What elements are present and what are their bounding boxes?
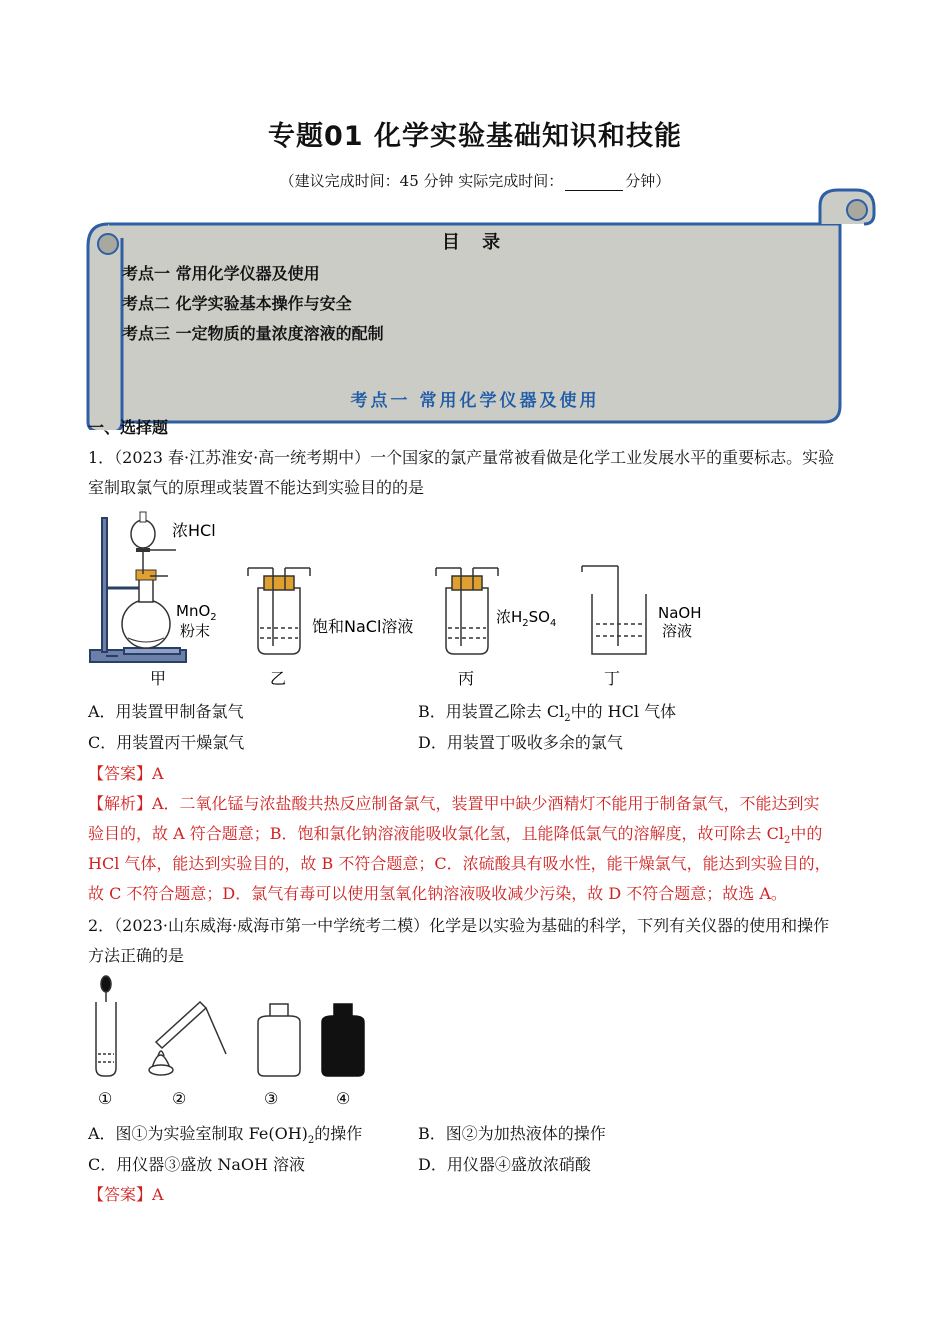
label-conc-hcl: 浓HCl — [172, 521, 216, 540]
q2-option-b[interactable]: B．图②为加热液体的操作 — [418, 1124, 606, 1143]
label-jia: 甲 — [150, 669, 167, 688]
subtitle-pre: （建议完成时间：45 分钟 实际完成时间： — [279, 172, 564, 190]
figure-4-bottle-dark — [322, 1004, 364, 1076]
q2-option-a-sub: 2 — [307, 1135, 315, 1147]
q2-option-a-pre: A．图①为实验室制取 Fe(OH) — [88, 1124, 308, 1143]
apparatus-bing — [436, 568, 498, 654]
q1-analysis-line-4: 故 C 不符合题意；D．氯气有毒可以使用氢氧化钠溶液吸收减少污染，故 D 不符合题意；故选 A。 — [88, 884, 787, 903]
toc-item-3[interactable]: 考点三 一定物质的量浓度溶液的配制 — [122, 324, 384, 343]
figure-2-heating — [149, 1002, 226, 1075]
q1-option-a[interactable]: A．用装置甲制备氯气 — [88, 702, 244, 721]
q1-analysis-line-3: HCl 气体，能达到实验目的，故 B 不符合题意；C．浓硫酸具有吸水性，能干燥氯气，能达到实验目的， — [88, 854, 831, 873]
label-fig-1: ① — [98, 1089, 113, 1108]
toc-item-2[interactable]: 考点二 化学实验基本操作与安全 — [122, 294, 352, 313]
analysis-line-2-pre: 验目的，故 A 符合题意；B．饱和氯化钠溶液能吸收氯化氢，且能降低氯气的溶解度，故可除去 Cl — [88, 824, 784, 843]
q2-figure — [88, 972, 388, 1112]
subtitle-post: 分钟） — [625, 172, 671, 190]
analysis-line-2-post: 中的 — [790, 824, 823, 843]
label-yi: 乙 — [270, 669, 287, 688]
figure-3-bottle-clear — [258, 1004, 300, 1076]
q2-answer: 【答案】A — [88, 1185, 164, 1204]
apparatus-ding — [582, 566, 646, 654]
q1-stem-line-2: 室制取氯气的原理或装置不能达到实验目的的是 — [88, 478, 425, 497]
label-h2so4: 浓$H_2SO_4$ — [496, 608, 557, 629]
page-title: 专题01 化学实验基础知识和技能 — [268, 121, 682, 152]
analysis-line-2-sub: 2 — [783, 835, 791, 847]
label-naoh-solution: 溶液 — [662, 622, 693, 640]
label-nacl: 饱和NaCl溶液 — [312, 617, 414, 636]
toc-item-1[interactable]: 考点一 常用化学仪器及使用 — [122, 264, 320, 283]
q1-apparatus-figure — [88, 506, 728, 692]
label-bing: 丙 — [458, 669, 475, 688]
q1-option-d[interactable]: D．用装置丁吸收多余的氯气 — [418, 733, 623, 752]
q2-stem-line-2: 方法正确的是 — [88, 946, 185, 965]
label-fig-4: ④ — [336, 1089, 351, 1108]
label-fig-2: ② — [172, 1089, 187, 1108]
section-heading: 考点一 常用化学仪器及使用 — [350, 391, 600, 411]
q2-option-a-post: 的操作 — [314, 1124, 363, 1143]
figure-1-test-tube — [96, 976, 116, 1076]
label-mno2: MnO$_2$ — [176, 602, 217, 623]
part-heading: 一、选择题 — [88, 418, 169, 437]
label-powder: 粉末 — [180, 622, 211, 640]
q1-analysis-line-1: 【解析】A．二氧化锰与浓盐酸共热反应制备氯气，装置甲中缺少酒精灯不能用于制备氯气，不能达到实 — [88, 794, 820, 813]
toc-title: 目 录 — [441, 232, 509, 253]
q2-option-c[interactable]: C．用仪器③盛放 NaOH 溶液 — [88, 1155, 306, 1174]
q2-stem-line-1: 2．（2023·山东威海·威海市第一中学统考二模）化学是以实验为基础的科学，下列有关仪器的使用和操作 — [88, 916, 830, 935]
label-naoh: NaOH — [658, 604, 702, 622]
q2-option-d[interactable]: D．用仪器④盛放浓硝酸 — [418, 1155, 591, 1174]
q1-option-c[interactable]: C．用装置丙干燥氯气 — [88, 733, 245, 752]
q1-option-b-pre: B．用装置乙除去 Cl — [418, 702, 565, 721]
label-fig-3: ③ — [264, 1089, 279, 1108]
q1-stem-line-1: 1．（2023 春·江苏淮安·高一统考期中）一个国家的氯产量常被看做是化学工业发展水平的重要标志。实验 — [88, 448, 835, 467]
apparatus-yi — [248, 568, 310, 654]
q1-option-b-sub: 2 — [564, 713, 571, 725]
label-ding: 丁 — [604, 669, 621, 688]
q1-option-b-post: 中的 HCl 气体 — [570, 702, 677, 721]
q1-answer: 【答案】A — [88, 764, 164, 783]
